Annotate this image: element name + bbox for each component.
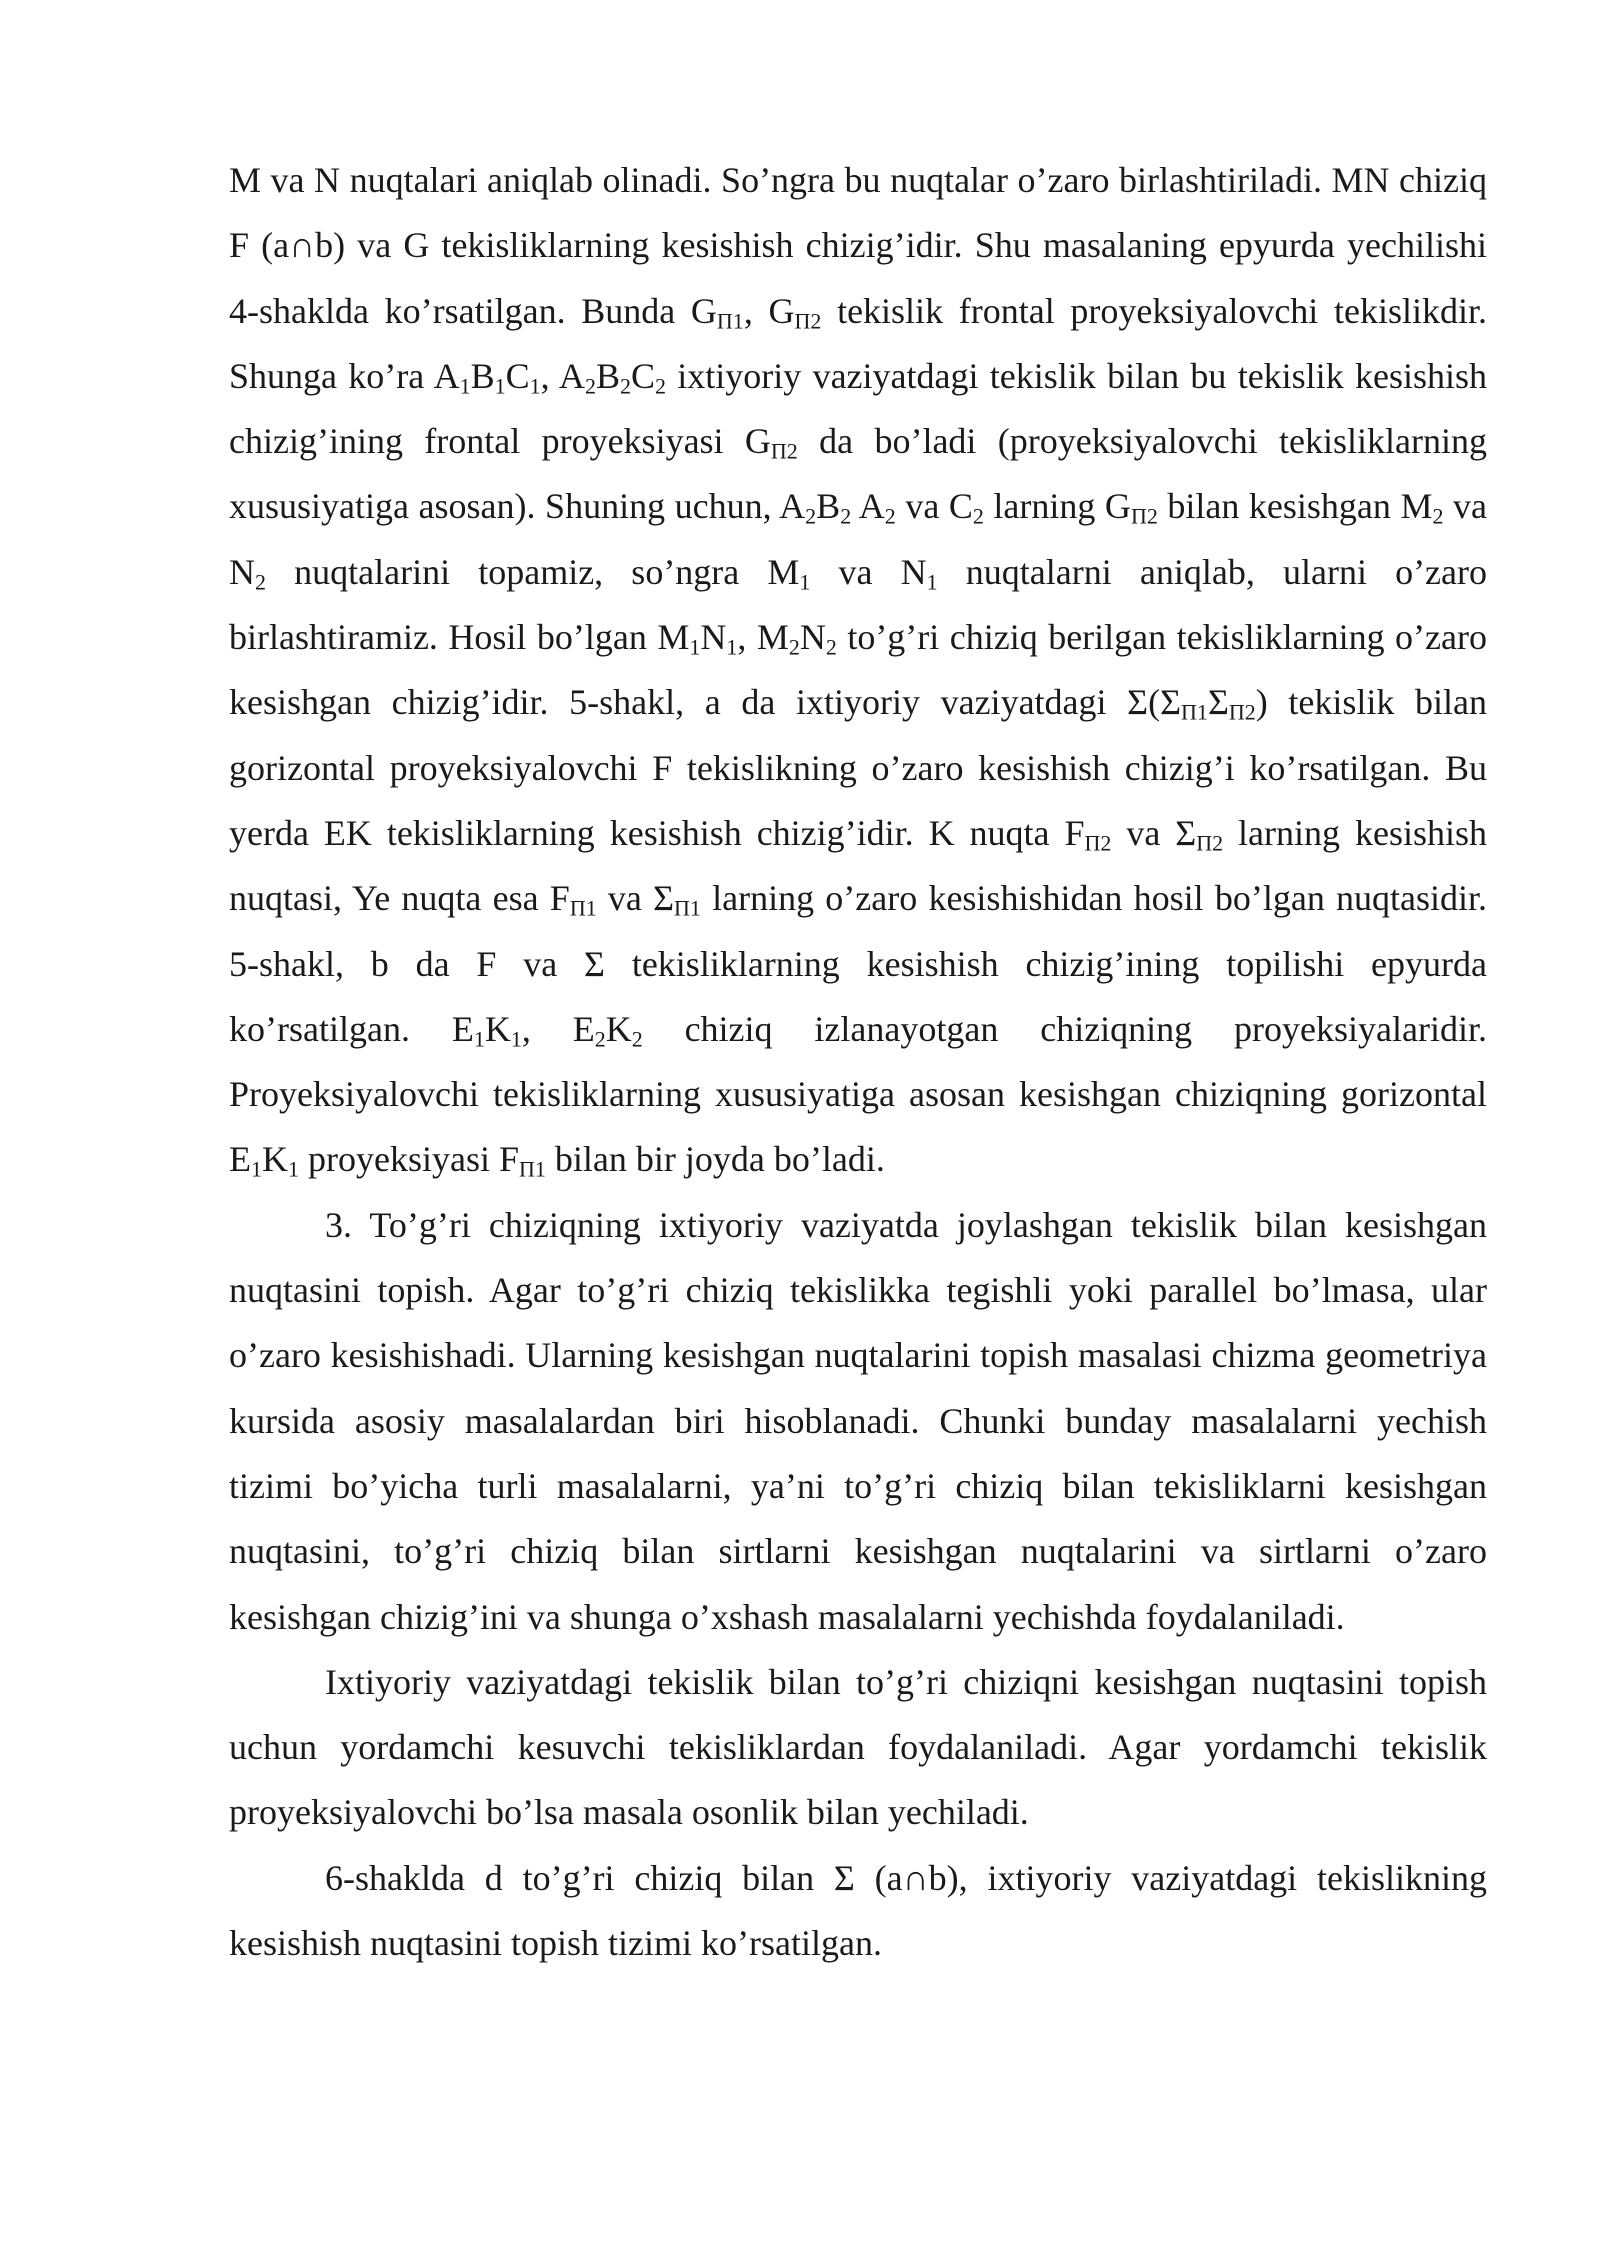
- paragraph-figure-6: 6-shaklda d to’g’ri chiziq bilan Σ (a∩b), ixtiyoriy vaziyatdagi tekislikning kesishish nuqtasini topish tizimi ko’rsatilgan.: [229, 1857, 1487, 1964]
- subscript: П1: [674, 895, 701, 921]
- subscript: 2: [884, 503, 896, 529]
- subscript: 2: [805, 503, 817, 529]
- subscript: 1: [494, 373, 506, 399]
- subscript: 2: [972, 503, 984, 529]
- subscript: П2: [770, 438, 798, 464]
- subscript: 1: [926, 569, 938, 595]
- subscript: П2: [1130, 503, 1158, 529]
- subscript: 2: [619, 373, 631, 399]
- subscript: 2: [255, 569, 266, 595]
- subscript: 2: [840, 503, 852, 529]
- subscript: 1: [799, 569, 811, 595]
- subscript: П1: [569, 895, 597, 921]
- subscript: 1: [251, 1156, 262, 1182]
- subscript: П2: [1196, 830, 1224, 856]
- subscript: 1: [529, 373, 541, 399]
- paragraph-intersection-line: M va N nuqtalari aniqlab olinadi. So’ngra bu nuqtalar o’zaro birlashtiriladi. MN chiziq F (a∩b) va G tekisliklarning kesishish chizig’idir. Shu masalaning epyurda yechilishi 4-shaklda ko’rsatilgan. Bunda $G_{П1}$, $G_{П2}$ tekislik frontal proyeksiyalovchi tekislikdir. Shunga ko’ra $A_1B_1C_1$, $A_2B_2C_2$ ixtiyoriy vaziyatdagi tekislik bilan bu tekislik kesishish chizig’ining frontal proyeksiyasi $G_{П2}$ da bo’ladi (proyeksiyalovchi tekisliklarning xususiyatiga asosan). Shuning uchun, $A_2B_2$ $A_2$ va $C_2$ larning $G_{П2}$ bilan kesishgan $M_2$ va $N_2$ nuqtalarini topamiz, so’ngra $M_1$ va $N_1$ nuqtalarni aniqlab, ularni o’zaro birlashtiramiz. Hosil bo’lgan $M_1N_1$, $M_2N_2$ to’g’ri chiziq berilgan tekisliklarning o’zaro kesishgan chizig’idir. 5-shakl, a da ixtiyoriy vaziyatdagi $\Sigma(\Sigma_{П1}\Sigma_{П2})$ tekislik bilan gorizontal proyeksiyalovchi F tekislikning o’zaro kesishish chizig’i ko’rsatilgan. Bu yerda EK tekisliklarning kesishish chizig’idir. K nuqta $F_{П2}$ va $\Sigma_{П2}$ larning kesishish nuqtasi, Ye nuqta esa $F_{П1}$ va $\Sigma_{П1}$ larning o’zaro kesishishidan hosil bo’lgan nuqtasidir. 5-shakl, b da F va Σ tekisliklarning kesishish chizig’ining topilishi epyurda ko’rsatilgan. $E_1K_1$, $E_2K_2$ chiziq izlanayotgan chiziqning proyeksiyalaridir. Proyeksiyalovchi tekisliklarning xususiyatiga asosan kesishgan chiziqning gorizontal $E_1K_1$ proyeksiyasi $F_{П1}$ bilan bir joyda bo’ladi.: [229, 160, 1488, 1182]
- subscript: 1: [726, 634, 738, 660]
- subscript: П1: [716, 308, 744, 334]
- paragraph-line-plane-intersection: 3. To’g’ri chiziqning ixtiyoriy vaziyatda joylashgan tekislik bilan kesishgan nuqtasini topish. Agar to’g’ri chiziq tekislikka tegishli yoki parallel bo’lmasa, ular o’zaro kesishishadi. Ularning kesishgan nuqtalarini topish masalasi chizma geometriya kursida asosiy masalalardan biri hisoblanadi. Chunki bunday masalalarni yechish tizimi bo’yicha turli masalalarni, ya’ni to’g’ri chiziq bilan tekisliklarni kesishgan nuqtasini, to’g’ri chiziq bilan sirtlarni kesishgan nuqtalarini va sirtlarni o’zaro kesishgan chizig’ini va shunga o’xshash masalalarni yechishda foydalaniladi.: [229, 1204, 1487, 1637]
- subscript: 1: [510, 1026, 522, 1052]
- subscript: 2: [788, 634, 800, 660]
- document-page: [229, 148, 1487, 1976]
- subscript: 1: [689, 634, 701, 660]
- subscript: 2: [1432, 503, 1444, 529]
- subscript: 2: [594, 1026, 606, 1052]
- subscript: 1: [473, 1026, 485, 1052]
- paragraph-auxiliary-planes: Ixtiyoriy vaziyatdagi tekislik bilan to’g’ri chiziqni kesishgan nuqtasini topish uchun yordamchi kesuvchi tekisliklardan foydalaniladi. Agar yordamchi tekislik proyeksiyalovchi bo’lsa masala osonlik bilan yechiladi.: [229, 1661, 1487, 1833]
- subscript: 2: [825, 634, 837, 660]
- subscript: 1: [288, 1156, 299, 1182]
- subscript: 2: [654, 373, 666, 399]
- subscript: 2: [631, 1026, 643, 1052]
- subscript: П2: [1084, 830, 1112, 856]
- subscript: П2: [794, 308, 822, 334]
- subscript: П2: [1228, 699, 1256, 725]
- subscript: 2: [584, 373, 596, 399]
- subscript: 1: [459, 373, 471, 399]
- subscript: П1: [519, 1156, 546, 1182]
- subscript: П1: [1181, 699, 1208, 725]
